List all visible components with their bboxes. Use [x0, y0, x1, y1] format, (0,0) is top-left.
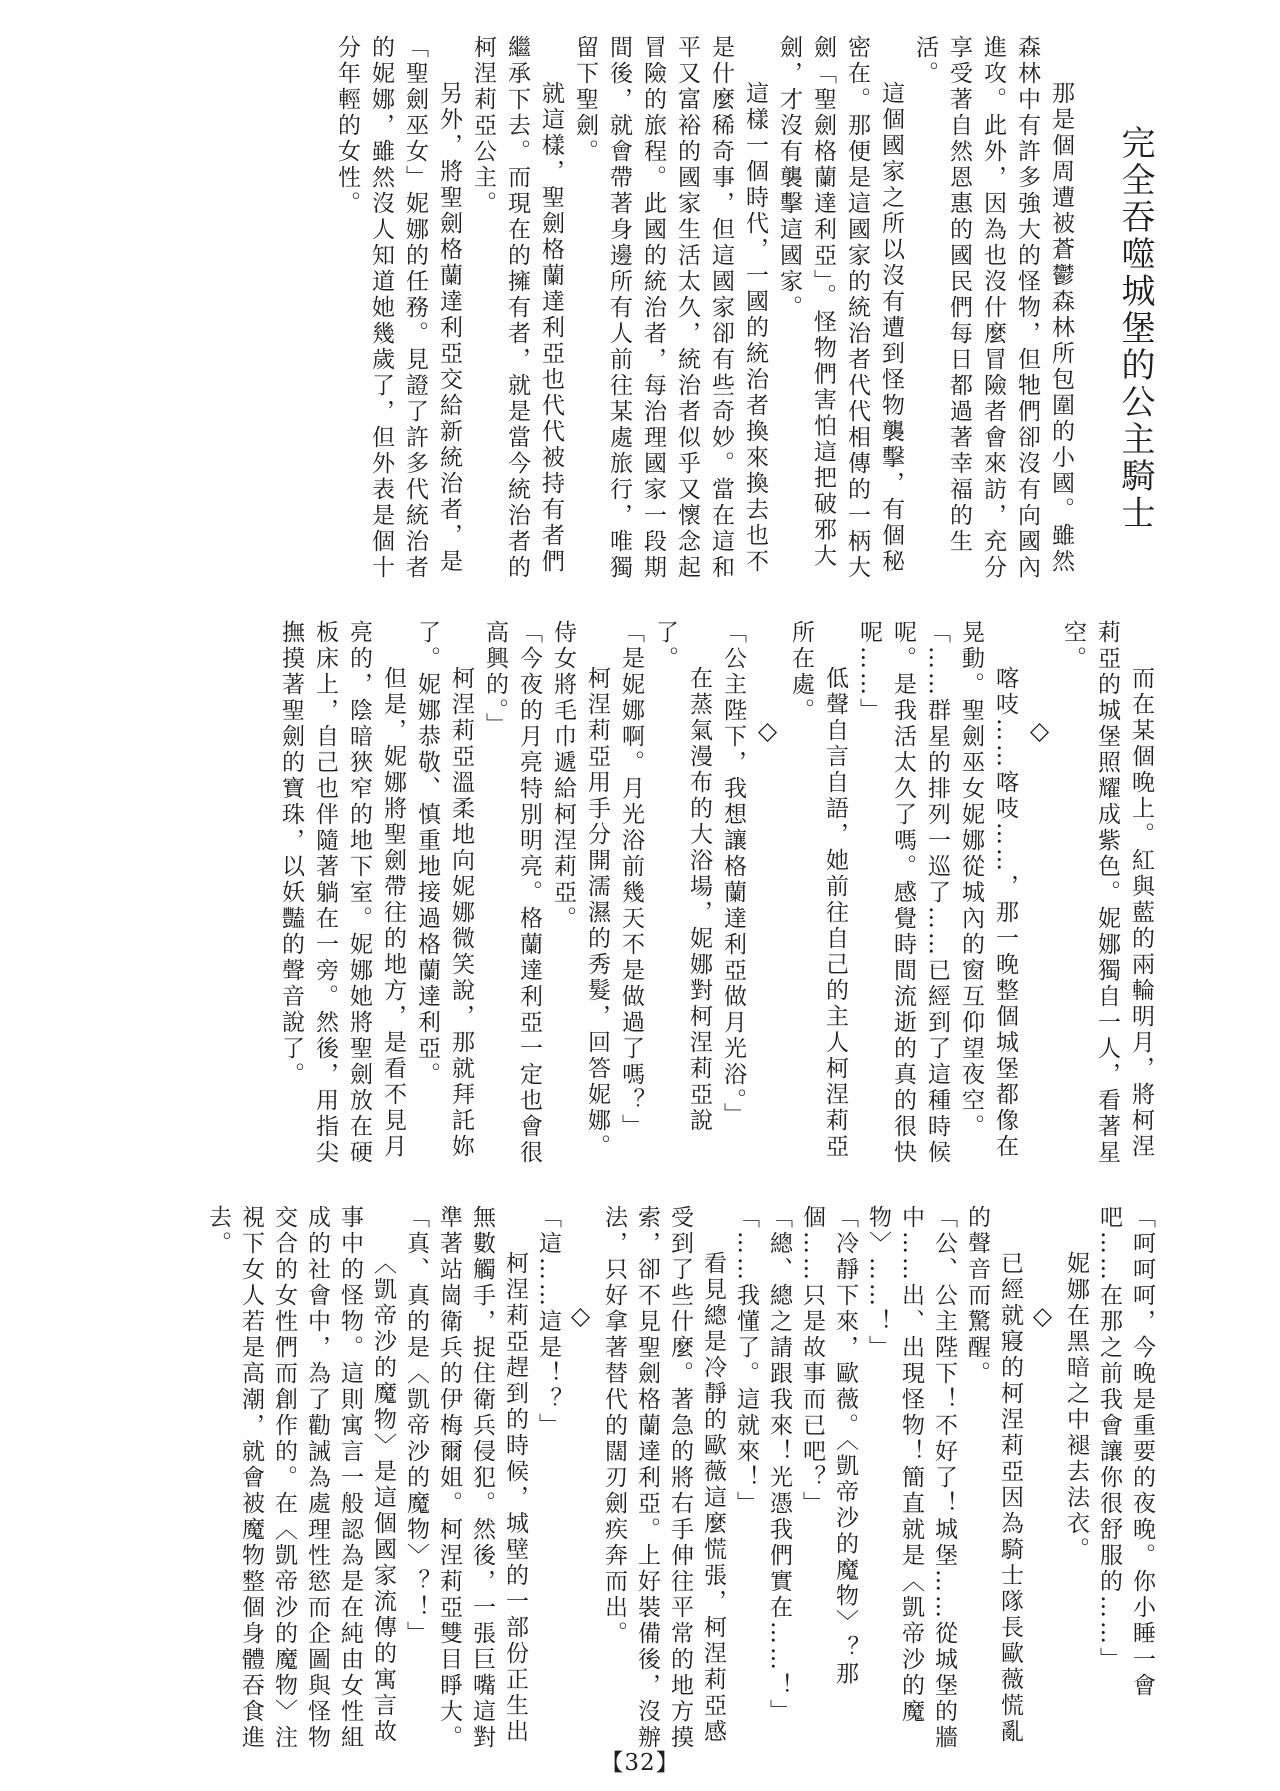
- dialogue-paragraph: 「冷靜下來，歐薇。〈凱帝沙的魔物〉？那個……只是故事而已吧？」: [799, 1205, 858, 1688]
- narration-paragraph: 〈凱帝沙的魔物〉是這個國家流傳的寓言故事中的怪物。這則寓言一般認為是在純由女性組成的社會中，為了勸誡為處理性慾而企圖與怪物交合的女性們而創作的。在〈凱帝沙的魔物〉注視下女人若是高潮，就會被魔物整個身體吞食進去。: [205, 1205, 396, 1751]
- section-divider-icon: ◇: [1028, 1301, 1057, 1333]
- page-title: 完全吞噬城堡的公主騎士: [1115, 125, 1155, 532]
- dialogue-paragraph: 「這……這是！？」: [535, 1205, 561, 1439]
- dialogue-paragraph: 「是妮娜啊。月光浴前幾天不是做過了嗎？」: [618, 620, 644, 1140]
- section-divider-icon: ◇: [1025, 716, 1054, 748]
- narration-paragraph: 柯涅莉亞溫柔地向妮娜微笑說，那就拜託妳了。妮娜恭敬、慎重地接過格蘭達利亞。: [414, 620, 474, 1160]
- narration-paragraph: 柯涅莉亞用手分開濡濕的秀髮，回答妮娜。侍女將毛巾遞給柯涅莉亞。: [550, 620, 610, 1160]
- dialogue-paragraph: 「真、真的是〈凱帝沙的魔物〉？！」: [403, 1205, 429, 1647]
- narration-paragraph: 柯涅莉亞趕到的時候，城壁的一部份正生出無數觸手，捉住衛兵侵犯。然後，一張巨嘴這對準著站崗衛兵的伊梅爾姐。柯涅莉亞雙目睜大。: [436, 1205, 528, 1751]
- narration-paragraph: 但是，妮娜將聖劍帶往的地方，是看不見月亮的，陰暗狹窄的地下室。妮娜她將聖劍放在硬板床上，自己也伴隨著躺在一旁。然後，用指尖撫摸著聖劍的寶珠，以妖豔的聲音說了。: [278, 620, 406, 1166]
- narration-paragraph: 妮娜在黑暗之中褪去法衣。: [1063, 1251, 1089, 1563]
- dialogue-paragraph: 「呵呵呵，今晚是重要的夜晚。你小睡一會吧……在那之前我會讓你很舒服的……」: [1096, 1205, 1155, 1699]
- narration-paragraph: 這個國家之所以沒有遭到怪物襲擊，有個秘密在。那便是這國家的統治者代代相傳的一柄大劍「聖劍格蘭達利亞」。怪物們害怕這把破邪大劍，才沒有襲擊這國家。: [776, 35, 904, 581]
- dialogue-paragraph: 「……群星的排列一巡了……已經到了這種時候呢。是我活太久了嗎。感覺時間流逝的真的很快呢……」: [856, 620, 950, 1166]
- text-section-top: [86, 35, 1158, 590]
- narration-paragraph: 喀吱……喀吱……，那一晚整個城堡都像在晃動。聖劍巫女妮娜從城內的窗互仰望夜空。: [958, 620, 1018, 1160]
- narration-paragraph: 看見總是冷靜的歐薇這麼慌張，柯涅莉亞感受到了些什麼。著急的將右手伸往平常的地方摸索，卻不見聖劍格蘭達利亞。上好裝備後，沒辦法，只好拿著替代的闊刃劍疾奔而出。: [601, 1205, 726, 1751]
- narration-paragraph: 就這樣，聖劍格蘭達利亞也代代被持有者們繼承下去。而現在的擁有者，就是當今統治者的柯涅莉亞公主。: [470, 35, 564, 581]
- dialogue-paragraph: 「公、公主陛下！不好了！城堡……從城堡的牆中……出、出現怪物！簡直就是〈凱帝沙的魔物〉……！」: [865, 1205, 957, 1751]
- dialogue-paragraph: 「公主陛下，我想讓格蘭達利亞做月光浴。」: [720, 620, 746, 1129]
- narration-paragraph: 另外，將聖劍格蘭達利亞交給新統治者，是「聖劍巫女」妮娜的任務。見證了許多代統治者的妮娜，雖然沒人知道她幾歲了，但外表是個十分年輕的女性。: [334, 35, 462, 581]
- page-number: 【32】: [600, 1750, 680, 1776]
- section-divider-icon: ◇: [566, 1301, 595, 1333]
- narration-paragraph: 這樣一個時代，一國的統治者換來換去也不是什麼稀奇事，但這國家卻有些奇妙。當在這和平又富裕的國家生活太久，統治者似乎又懷念起冒險的旅程。此國的統治者，每治理國家一段期間後，就會帶著身邊所有人前往某處旅行，唯獨留下聖劍。: [572, 35, 768, 581]
- text-section-bottom: [86, 1205, 1158, 1760]
- narration-paragraph: 低聲自言自語，她前往自己的主人柯涅莉亞所在處。: [788, 620, 848, 1160]
- narration-paragraph: 已經就寢的柯涅莉亞因為騎士隊長歐薇慌亂的聲音而驚醒。: [964, 1205, 1023, 1745]
- text-section-middle: [86, 620, 1158, 1175]
- dialogue-paragraph: 「總、總之請跟我來！光憑我們實在……！」: [766, 1205, 792, 1725]
- narration-paragraph: 那是個周遭被蒼鬱森林所包圍的小國。雖然森林中有許多強大的怪物，但牠們卻沒有向國內進攻。此外，因為也沒什麼冒險者會來訪，充分享受著自然恩惠的國民們每日都過著幸福的生活。: [912, 35, 1074, 581]
- dialogue-paragraph: 「今夜的月亮特別明亮。格蘭達利亞一定也會很高興的。」: [482, 620, 542, 1166]
- narration-paragraph: 而在某個晚上。紅與藍的兩輪明月，將柯涅莉亞的城堡照耀成紫色。妮娜獨自一人，看著星空。: [1060, 620, 1154, 1166]
- dialogue-paragraph: 「……我懂了。這就來！」: [733, 1205, 759, 1517]
- section-divider-icon: ◇: [753, 716, 782, 748]
- narration-paragraph: 在蒸氣漫布的大浴場，妮娜對柯涅莉亞說了。: [652, 620, 712, 1134]
